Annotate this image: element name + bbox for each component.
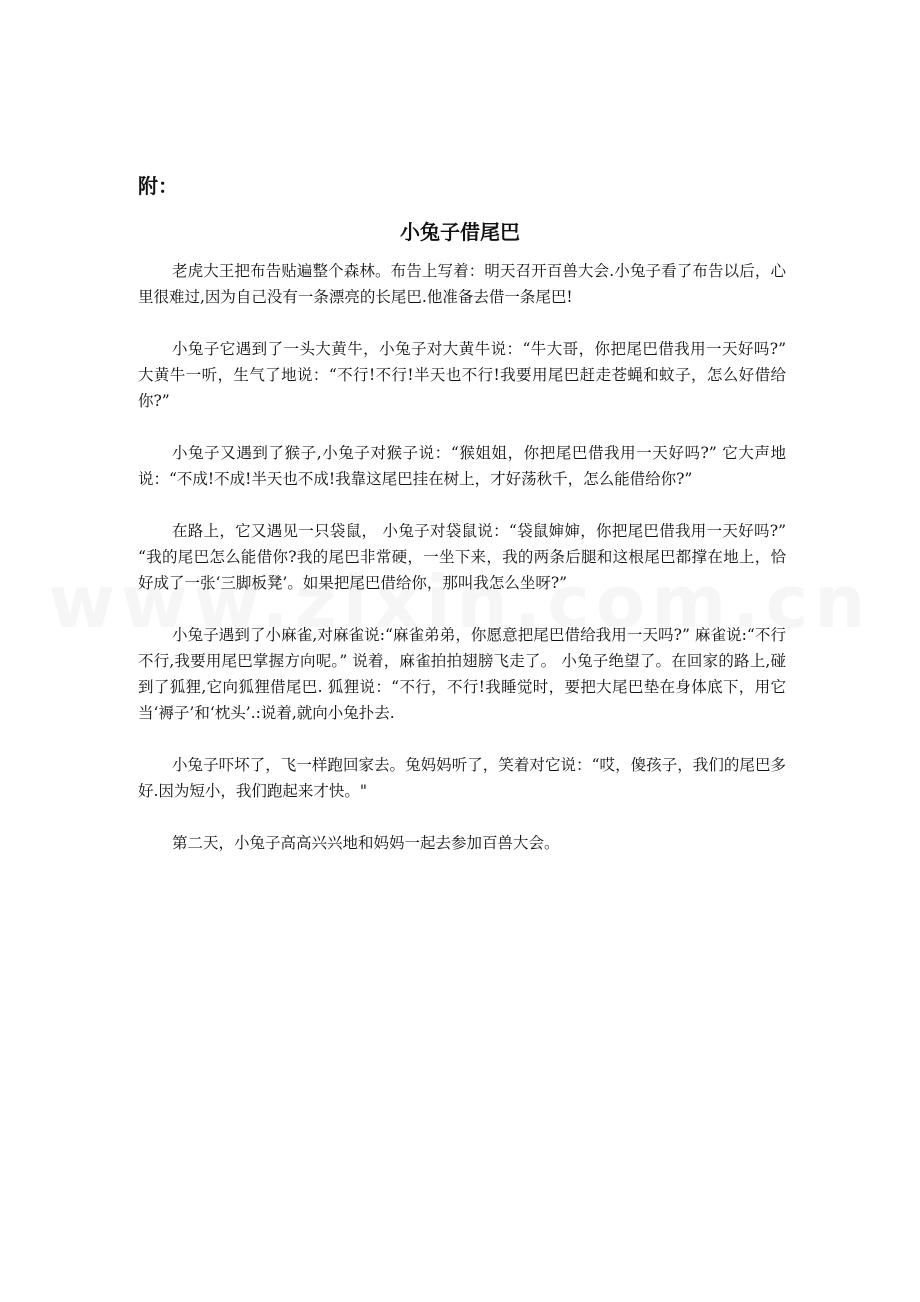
paragraph-1: 老虎大王把布告贴遍整个森林。布告上写着：明天召开百兽大会.小兔子看了布告以后，心里很难过,因为自己没有一条漂亮的长尾巴.他准备去借一条尾巴! [138,262,786,306]
appendix-label: 附： [138,174,178,198]
paragraph-3: 小兔子又遇到了猴子,小兔子对猴子说：“猴姐姐，你把尾巴借我用一天好吗?” 它大声地说：“不成!不成!半天也不成!我靠这尾巴挂在树上，才好荡秋千，怎么能借给你?” [138,444,786,488]
paragraph-4: 在路上，它又遇见一只袋鼠， 小兔子对袋鼠说：“袋鼠婶婶，你把尾巴借我用一天好吗?” “我的尾巴怎么能借你?我的尾巴非常硬，一坐下来，我的两条后腿和这根尾巴都撑在地上，恰好成了一张‘三脚板凳’。如果把尾巴借给你，那叫我怎么坐呀?” [138,522,786,592]
story-body [138,258,786,882]
paragraph-2: 小兔子它遇到了一头大黄牛，小兔子对大黄牛说：“牛大哥，你把尾巴借我用一天好吗?” 大黄牛一听，生气了地说：“不行!不行!半天也不行!我要用尾巴赶走苍蝇和蚊子，怎么好借给你?” [138,340,786,410]
paragraph-6: 小兔子吓坏了，飞一样跑回家去。兔妈妈听了，笑着对它说：“哎，傻孩子，我们的尾巴多好.因为短小，我们跑起来才快。" [138,756,786,800]
paragraph-7: 第二天，小兔子高高兴兴地和妈妈一起去参加百兽大会。 [172,834,560,852]
paragraph-5: 小兔子遇到了小麻雀,对麻雀说:“麻雀弟弟，你愿意把尾巴借给我用一天吗?” 麻雀说:“不行不行,我要用尾巴掌握方向呢。” 说着，麻雀拍拍翅膀飞走了。 小兔子绝望了。在回家的路上,碰到了狐狸,它向狐狸借尾巴. 狐狸说：“不行，不行!我睡觉时，要把大尾巴垫在身体底下，用它当‘褥子’和‘枕头’.:说着,就向小兔扑去. [138,626,786,722]
story-title: 小兔子借尾巴 [400,220,520,244]
